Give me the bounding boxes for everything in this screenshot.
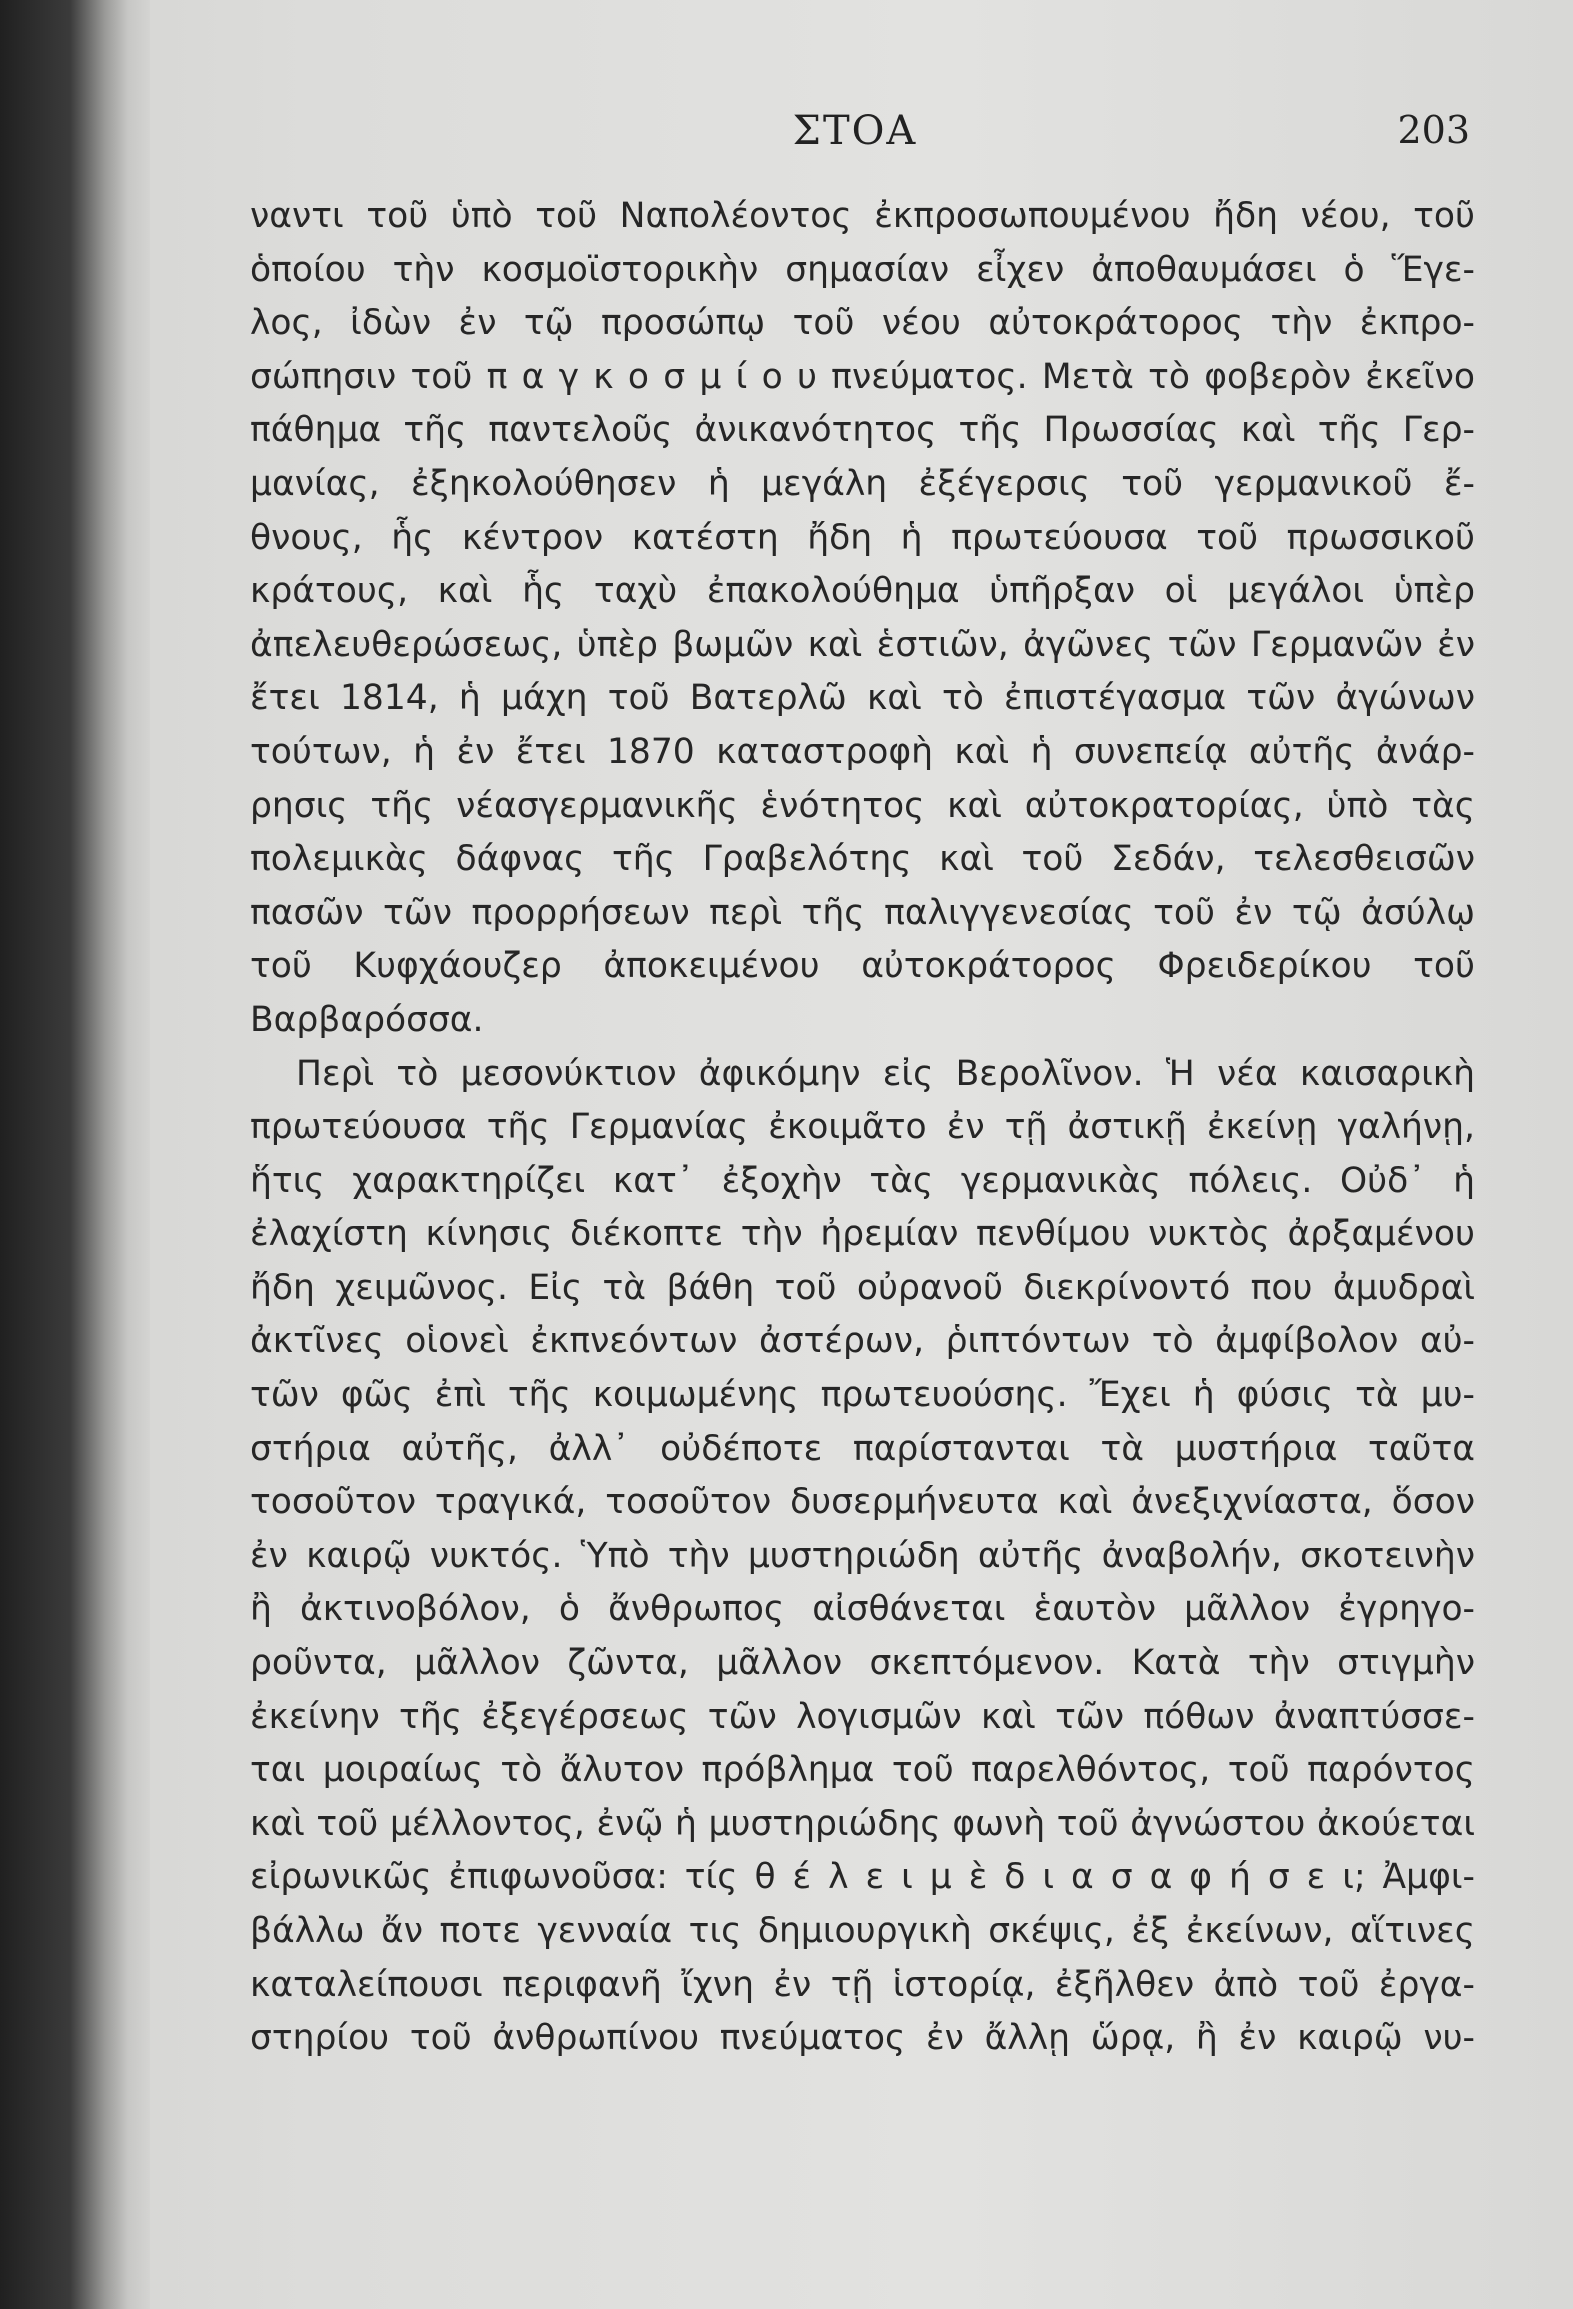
text-line: σώπησιν τοῦ π α γ κ ο σ μ ί ο υ πνεύματος. Μετὰ τὸ φοβερὸν ἐκεῖνο	[250, 356, 1475, 397]
text-line: καὶ τοῦ μέλλοντος, ἐνῷ ἡ μυστηριώδης φωνὴ τοῦ ἀγνώστου ἀκούεται	[250, 1803, 1475, 1844]
text-line: τούτων, ἡ ἐν ἔτει 1870 καταστροφὴ καὶ ἡ συνεπείᾳ αὐτῆς ἀνάρ-	[250, 731, 1475, 772]
running-title: ΣΤΟΑ	[792, 108, 918, 154]
text-line: καταλείπουσι περιφανῆ ἴχνη ἐν τῇ ἱστορίᾳ, ἐξῆλθεν ἀπὸ τοῦ ἐργα-	[250, 1964, 1475, 2005]
text-line: πασῶν τῶν προρρήσεων περὶ τῆς παλιγγενεσίας τοῦ ἐν τῷ ἀσύλῳ	[250, 892, 1475, 933]
paragraph-end-line: Βαρβαρόσσα.	[250, 999, 484, 1040]
text-line: ροῦντα, μᾶλλον ζῶντα, μᾶλλον σκεπτόμενον. Κατὰ τὴν στιγμὴν	[250, 1643, 1475, 1684]
text-line: ἐκείνην τῆς ἐξεγέρσεως τῶν λογισμῶν καὶ τῶν πόθων ἀναπτύσσε-	[250, 1696, 1475, 1737]
text-line: ἐλαχίστη κίνησις διέκοπτε τὴν ἠρεμίαν πενθίμου νυκτὸς ἀρξαμένου	[250, 1214, 1475, 1255]
page-number: 203	[1397, 108, 1470, 152]
paragraph-start-line: Περὶ τὸ μεσονύκτιον ἀφικόμην εἰς Βερολῖνον. Ἡ νέα καισαρικὴ	[296, 1053, 1475, 1094]
text-line: θνους, ἧς κέντρον κατέστη ἤδη ἡ πρωτεύουσα τοῦ πρωσσικοῦ	[250, 517, 1475, 558]
text-line: λος, ἰδὼν ἐν τῷ προσώπῳ τοῦ νέου αὐτοκράτορος τὴν ἐκπρο-	[250, 303, 1475, 344]
text-line: τοῦ Κυφχάουζερ ἀποκειμένου αὐτοκράτορος Φρειδερίκου τοῦ	[250, 946, 1475, 987]
text-line: μανίας, ἐξηκολούθησεν ἡ μεγάλη ἐξέγερσις τοῦ γερμανικοῦ ἔ-	[250, 463, 1475, 504]
text-line: ἢ ἀκτινοβόλον, ὁ ἄνθρωπος αἰσθάνεται ἑαυτὸν μᾶλλον ἐγρηγο-	[250, 1589, 1475, 1630]
text-line: ρησις τῆς νέασγερμανικῆς ἑνότητος καὶ αὐτοκρατορίας, ὑπὸ τὰς	[250, 785, 1475, 826]
text-line: πρωτεύουσα τῆς Γερμανίας ἐκοιμᾶτο ἐν τῇ ἀστικῇ ἐκείνῃ γαλήνῃ,	[250, 1107, 1475, 1148]
text-line: βάλλω ἄν ποτε γενναία τις δημιουργικὴ σκέψις, ἐξ ἐκείνων, αἵτινες	[250, 1911, 1475, 1951]
text-line: εἰρωνικῶς ἐπιφωνοῦσα: τίς θ έ λ ε ι μ ὲ δ ι α σ α φ ή σ ε ι; Ἀμφι-	[250, 1857, 1475, 1898]
text-line: ἥτις χαρακτηρίζει κατ᾽ ἐξοχὴν τὰς γερμανικὰς πόλεις. Οὐδ᾽ ἡ	[250, 1160, 1475, 1201]
text-line: ἤδη χειμῶνος. Εἰς τὰ βάθη τοῦ οὐρανοῦ διεκρίνοντό που ἀμυδραὶ	[250, 1267, 1475, 1308]
text-line: ναντι τοῦ ὑπὸ τοῦ Ναπολέοντος ἐκπροσωπουμένου ἤδη νέου, τοῦ	[250, 196, 1475, 236]
text-line: ὁποίου τὴν κοσμοϊστορικὴν σημασίαν εἶχεν ἀποθαυμάσει ὁ Ἕγε-	[250, 249, 1475, 290]
page-header	[240, 108, 1470, 168]
text-line: στήρια αὐτῆς, ἀλλ᾽ οὐδέποτε παρίστανται τὰ μυστήρια ταῦτα	[250, 1428, 1475, 1469]
text-line: ἀπελευθερώσεως, ὑπὲρ βωμῶν καὶ ἑστιῶν, ἀγῶνες τῶν Γερμανῶν ἐν	[250, 624, 1475, 665]
text-line: τοσοῦτον τραγικά, τοσοῦτον δυσερμήνευτα καὶ ἀνεξιχνίαστα, ὅσον	[250, 1482, 1475, 1523]
text-line: κράτους, καὶ ἧς ταχὺ ἐπακολούθημα ὑπῆρξαν οἱ μεγάλοι ὑπὲρ	[250, 571, 1475, 612]
body-text	[250, 190, 1475, 2066]
text-line: ἐν καιρῷ νυκτός. Ὑπὸ τὴν μυστηριώδη αὐτῆς ἀναβολήν, σκοτεινὴν	[250, 1535, 1475, 1576]
text-line: ἀκτῖνες οἱονεὶ ἐκπνεόντων ἀστέρων, ῥιπτόντων τὸ ἀμφίβολον αὐ-	[250, 1321, 1475, 1362]
text-line: πάθημα τῆς παντελοῦς ἀνικανότητος τῆς Πρωσσίας καὶ τῆς Γερ-	[250, 410, 1475, 451]
text-line: στηρίου τοῦ ἀνθρωπίνου πνεύματος ἐν ἄλλῃ ὥρᾳ, ἢ ἐν καιρῷ νυ-	[250, 2018, 1475, 2059]
text-line: τῶν φῶς ἐπὶ τῆς κοιμωμένης πρωτευούσης. Ἔχει ἡ φύσις τὰ μυ-	[250, 1375, 1475, 1416]
text-line: ται μοιραίως τὸ ἄλυτον πρόβλημα τοῦ παρελθόντος, τοῦ παρόντος	[250, 1750, 1475, 1791]
text-line: ἔτει 1814, ἡ μάχη τοῦ Βατερλῶ καὶ τὸ ἐπιστέγασμα τῶν ἀγώνων	[250, 678, 1475, 719]
book-spine-shadow	[0, 0, 150, 2309]
text-line: πολεμικὰς δάφνας τῆς Γραβελότης καὶ τοῦ Σεδάν, τελεσθεισῶν	[250, 839, 1475, 880]
